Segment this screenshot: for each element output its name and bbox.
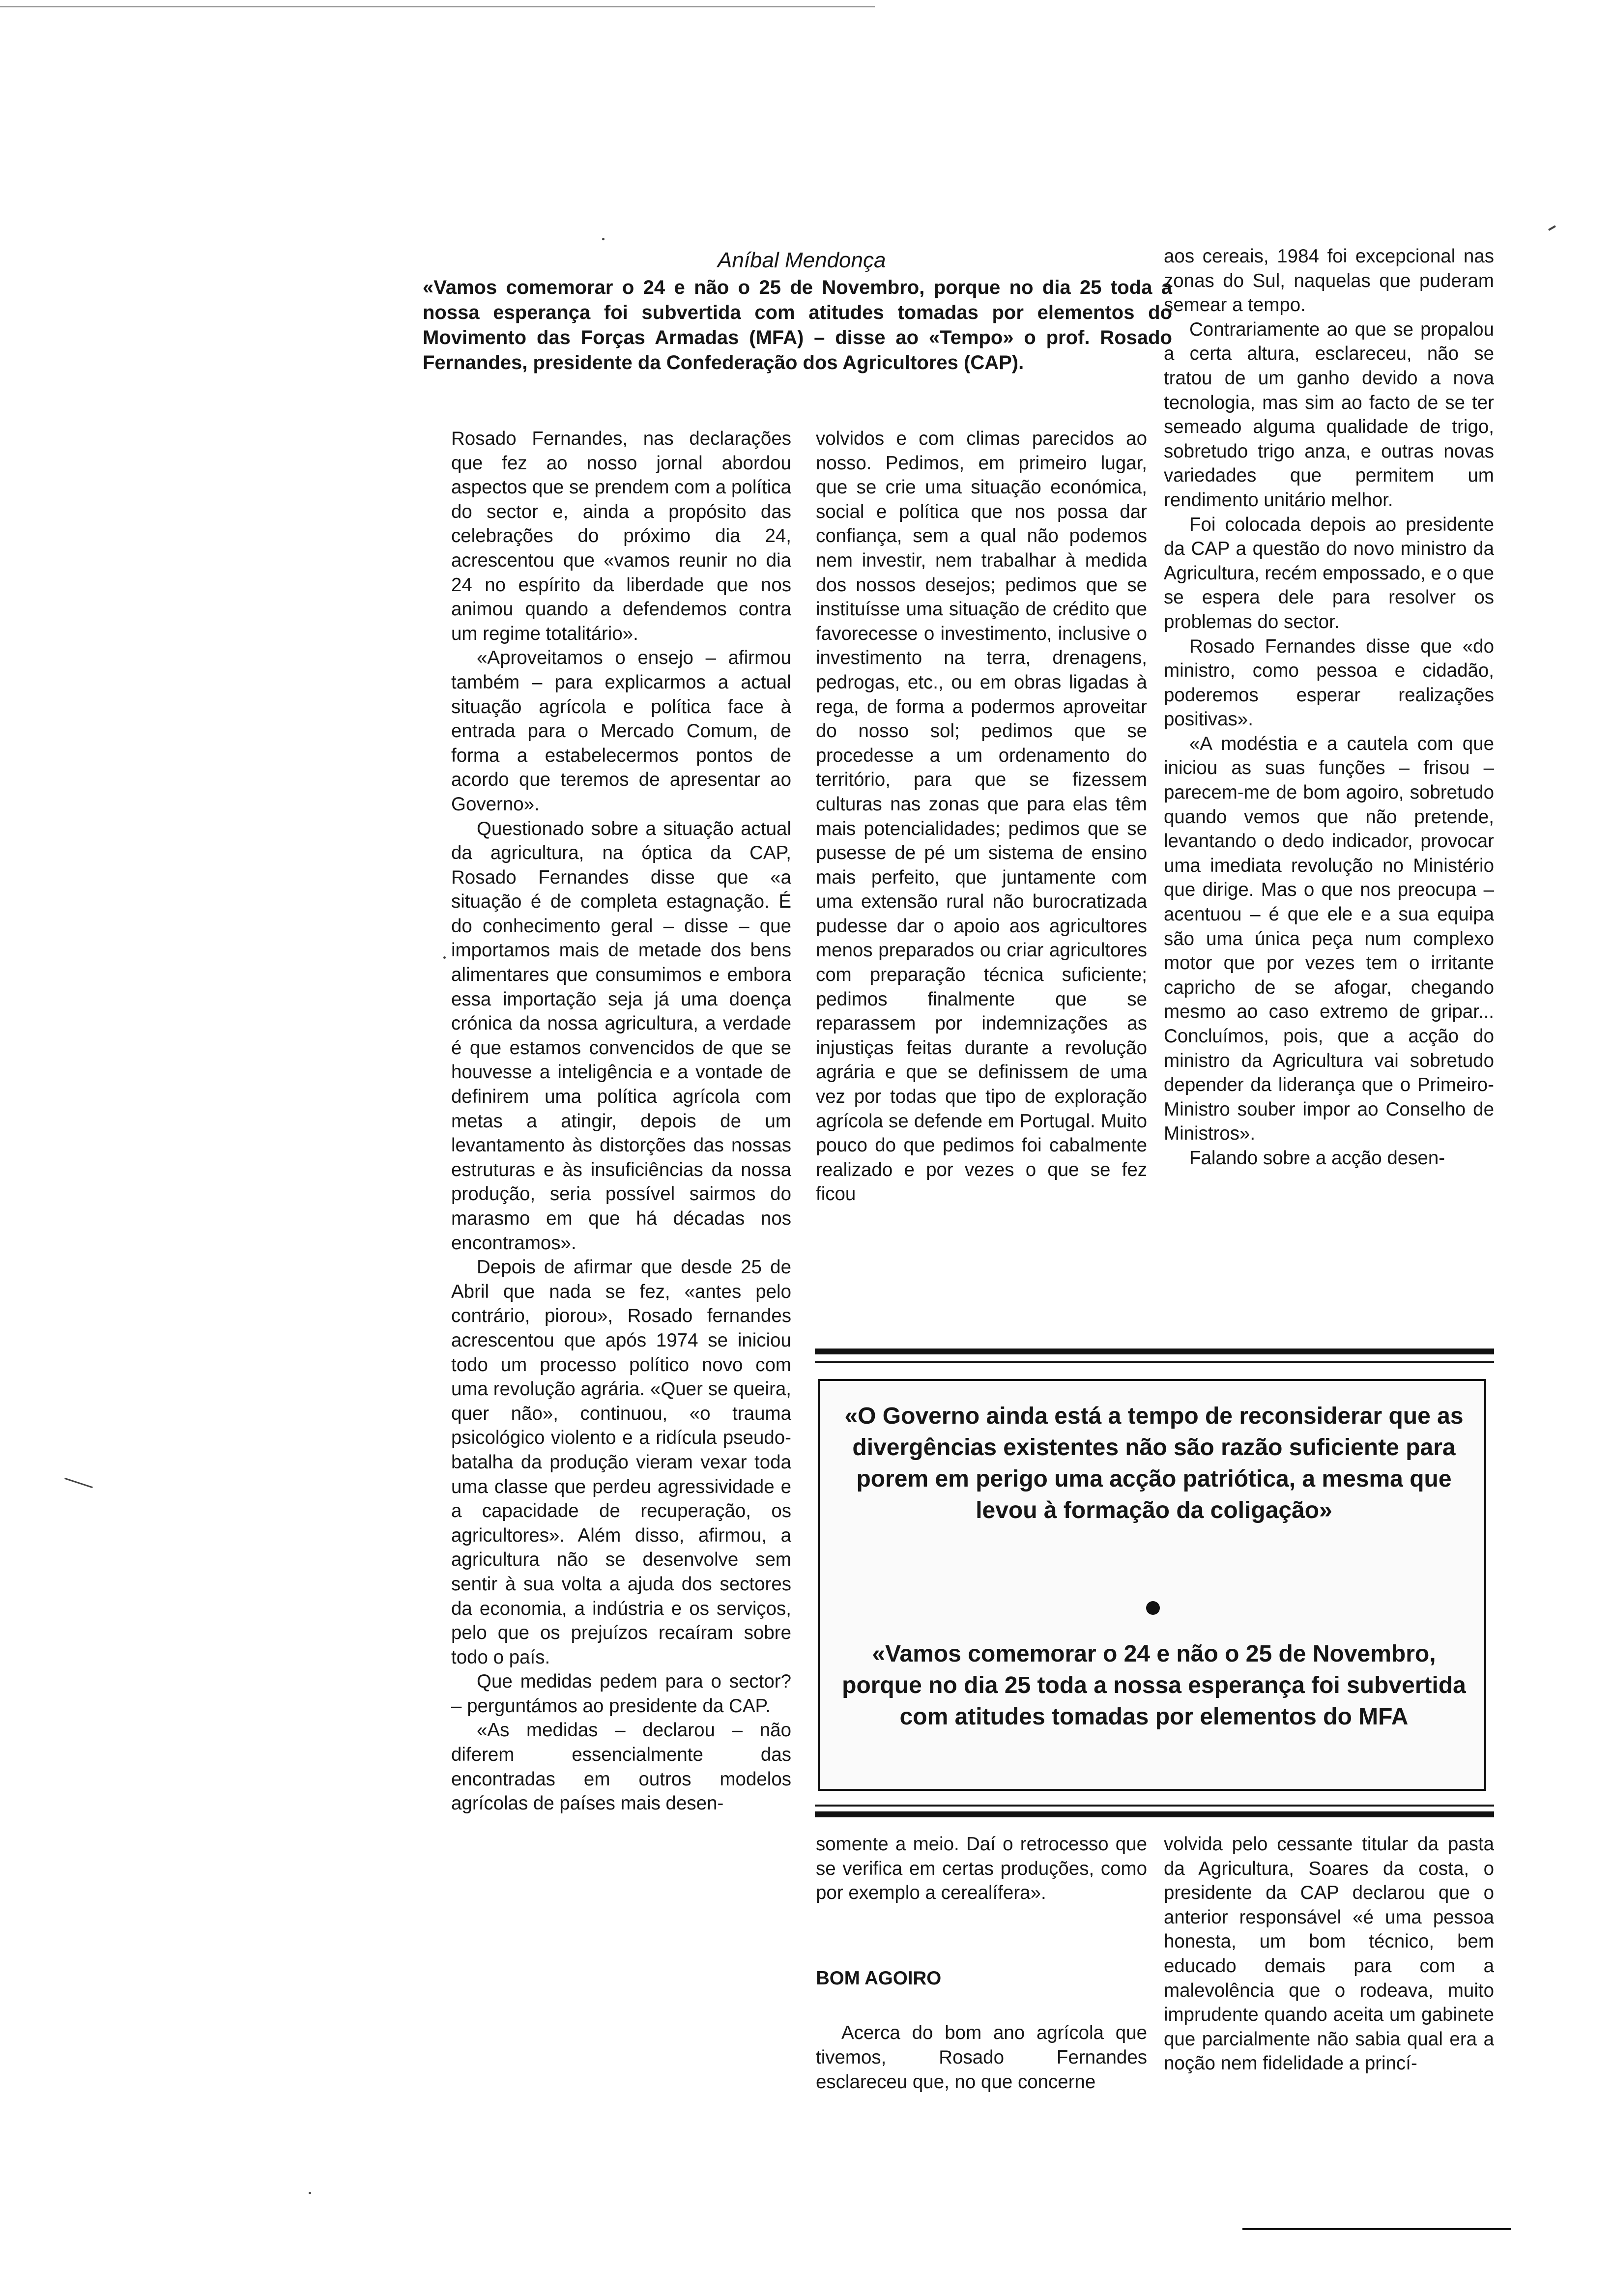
scan-speck — [443, 956, 446, 959]
pull-quote-1: «O Governo ainda está a tempo de reconsiderar que as divergências existentes não são razão suficiente para porem em perigo uma acção patriótica, a mesma que levou à formação da coligação» — [844, 1403, 1464, 1523]
column-2 — [816, 427, 1147, 1206]
pull-quote-rule-bottom-thick — [815, 1811, 1494, 1817]
section-subheading: BOM AGOIRO — [816, 1967, 942, 1989]
pull-quote-box — [818, 1379, 1486, 1791]
pull-quote-rule-top-thick — [815, 1349, 1494, 1354]
column-3 — [1164, 244, 1494, 1171]
body-paragraph: volvidos e com climas parecidos ao nosso. Pedimos, em primeiro lugar, que se crie uma situação económica, social e política que nos possa dar confiança, sem a qual não podemos nem investir, nem trabalhar à medida dos nossos desejos; pedimos que se instituísse uma situação de crédito que favorecesse o investimento, inclusive o investimento na terra, drenagens, pedrogas, etc., ou em obras ligadas à rega, de forma a podermos aproveitar do nosso sol; pedimos que se procedesse a um ordenamento do território, para que se fizessem culturas nas zonas que para elas têm mais potencialidades; pedimos que se pusesse de pé um sistema de ensino mais perfeito, que juntamente com uma extensão rural não burocratizada pudesse dar o apoio aos agricultores menos preparados ou criar agricultores com preparação técnica suficiente; pedimos finalmente que se reparassem por indemnizações as injustiças feitas durante a revolução agrária e que se definissem de uma vez por todas que tipo de exploração agrícola se defende em Portugal. Muito pouco do que pedimos foi cabalmente realizado e por vezes o que se fez ficou — [816, 428, 1147, 1205]
body-paragraph: volvida pelo cessante titular da pasta da Agricultura, Soares da costa, o presidente da CAP declarou que o anterior responsável «é uma pessoa honesta, um bom técnico, bem educado demais para com a malevolência que o rodeava, muito imprudente quando aceita um gabinete que parcialmente não sabia qual era a noção nem fidelidade a princí- — [1164, 1834, 1494, 2074]
end-rule — [1242, 2228, 1511, 2230]
body-paragraph: Falando sobre a acção desen- — [1189, 1147, 1445, 1169]
scan-speck — [602, 238, 604, 240]
scan-speck — [309, 2192, 311, 2194]
body-paragraph: Questionado sobre a situação actual da agricultura, na óptica da CAP, Rosado Fernandes disse que «a situação é de completa estagnação. É do conhecimento geral – disse – que importamos mais de metade dos bens alimentares que consumimos e embora essa importação seja já uma doença crónica da nossa agricultura, a verdade é que estamos convencidos de que se houvesse a inteligência e a vontade de definirem uma política agrícola com metas a atingir, depois de um levantamento às distorções das nossas estruturas e às insuficiências da nossa produção, seria possível sairmos do marasmo em que há décadas nos encontramos». — [451, 818, 791, 1254]
body-paragraph: Depois de afirmar que desde 25 de Abril que nada se fez, «antes pelo contrário, piorou», Rosado fernandes acrescentou que após 1974 se iniciou todo um processo político novo com uma revolução agrária. «Quer se queira, quer não», continuou, «o trauma psicológico violento e a ridícula pseudo-batalha da produção vieram vexar toda uma classe que perdeu agressividade e a capacidade de recuperação, os agricultores». Além disso, afirmou, a agricultura não se desenvolve sem sentir à sua volta a ajuda dos sectores da economia, a indústria e os serviços, pelo que os prejuízos recaíram sobre todo o país. — [451, 1257, 791, 1668]
body-paragraph: Que medidas pedem para o sector? – perguntámos ao presidente da CAP. — [451, 1671, 791, 1717]
body-paragraph: Rosado Fernandes disse que «do ministro, como pessoa e cidadão, poderemos esperar realizações positivas». — [1164, 635, 1494, 730]
scan-speck — [64, 1478, 93, 1488]
body-paragraph: somente a meio. Daí o retrocesso que se verifica em certas produções, como por exemplo a cerealífera». — [816, 1834, 1147, 1904]
pull-quote-2: «Vamos comemorar o 24 e não o 25 de Novembro, porque no dia 25 toda a nossa esperança foi subvertida com atitudes tomadas por elementos do MFA — [842, 1641, 1466, 1730]
body-paragraph: Rosado Fernandes, nas declarações que fez ao nosso jornal abordou aspectos que se prendem com a política do sector e, ainda a propósito das celebrações do próximo dia 24, acrescentou que «vamos reunir no dia 24 no espírito da liberdade que nos animou quando a defendemos contra um regime totalitário». — [451, 428, 791, 644]
byline: Aníbal Mendonça — [718, 248, 886, 272]
column-3-lower — [1164, 1832, 1494, 2076]
body-paragraph: aos cereais, 1984 foi excepcional nas zonas do Sul, naquelas que puderam semear a tempo. — [1164, 246, 1494, 316]
lead-paragraph: «Vamos comemorar o 24 e não o 25 de Novembro, porque no dia 25 toda a nossa esperança foi subvertida com atitudes tomadas por elementos do Movimento das Forças Armadas (MFA) – disse ao «Tempo» o prof. Rosado Fernandes, presidente da Confederação dos Agricultores (CAP). — [423, 277, 1172, 373]
top-rule — [0, 6, 875, 7]
scan-speck — [1548, 225, 1556, 230]
body-paragraph: «As medidas – declarou – não diferem essencialmente das encontradas em outros modelos agrícolas de países mais desen- — [451, 1720, 791, 1814]
body-paragraph: Acerca do bom ano agrícola que tivemos, Rosado Fernandes esclareceu que, no que concerne — [816, 2022, 1147, 2093]
body-paragraph: Contrariamente ao que se propalou a certa altura, esclareceu, não se tratou de um ganho devido a nova tecnologia, mas sim ao facto de se ter semeado alguma qualidade de trigo, sobretudo trigo anza, e outras novas variedades que permitem um rendimento unitário melhor. — [1164, 318, 1494, 511]
bullet-separator — [1146, 1601, 1160, 1615]
body-paragraph: «A modéstia e a cautela com que iniciou as suas funções – frisou – parecem-me de bom agoiro, sobretudo quando vemos que não pretende, levantando o dedo indicador, provocar uma imediata revolução no Ministério que dirige. Mas o que nos preocupa – acentuou – é que ele e a sua equipa são uma única peça num complexo motor que por vezes tem o irritante capricho de se afogar, chegando mesmo ao caso extremo de gripar... Concluímos, pois, que a acção do ministro da Agricultura vai sobretudo depender da liderança que o Primeiro-Ministro souber impor ao Conselho de Ministros». — [1164, 733, 1494, 1145]
body-paragraph: Foi colocada depois ao presidente da CAP a questão do novo ministro da Agricultura, recém empossado, e o que se espera dele para resolver os problemas do sector. — [1164, 514, 1494, 632]
column-2-lower — [816, 1832, 1147, 2094]
body-paragraph: «Aproveitamos o ensejo – afirmou também – para explicarmos a actual situação agrícola e política face à entrada para o Mercado Comum, de forma a estabelecermos pontos de acordo que teremos de apresentar ao Governo». — [451, 647, 791, 815]
column-1 — [451, 427, 791, 1816]
pull-quote-rule-top-thin — [815, 1361, 1494, 1363]
pull-quote-rule-bottom-thin — [815, 1805, 1494, 1807]
